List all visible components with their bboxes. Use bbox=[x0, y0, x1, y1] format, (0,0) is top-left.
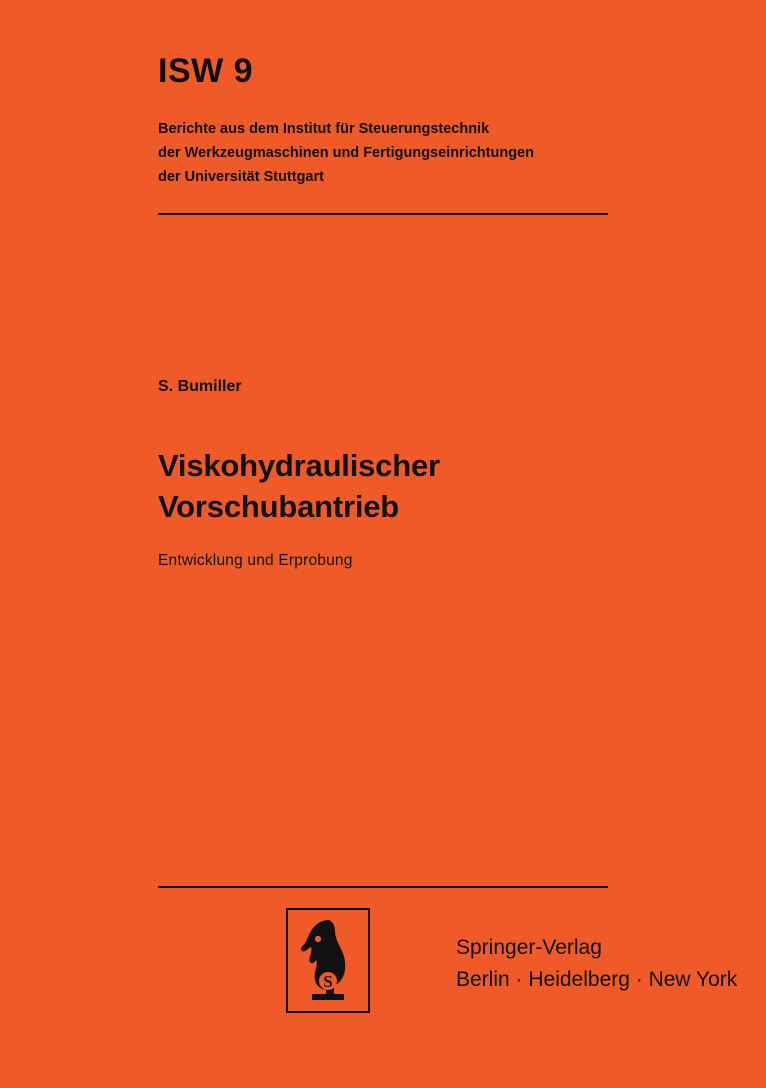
series-description-line-1: Berichte aus dem Institut für Steuerungstechnik bbox=[158, 121, 490, 137]
book-title-line-2: Vorschubantrieb bbox=[158, 489, 400, 524]
series-description-line-3: der Universität Stuttgart bbox=[158, 169, 324, 185]
publisher-cities: Berlin · Heidelberg · New York bbox=[456, 968, 738, 991]
book-subtitle: Entwicklung und Erprobung bbox=[158, 552, 353, 569]
series-description-line-2: der Werkzeugmaschinen und Fertigungseinrichtungen bbox=[158, 145, 534, 161]
svg-text:S: S bbox=[323, 972, 333, 991]
divider-top bbox=[158, 213, 608, 215]
cover-content bbox=[158, 0, 766, 1088]
divider-bottom bbox=[158, 886, 608, 888]
author-name: S. Bumiller bbox=[158, 378, 242, 395]
book-title-line-1: Viskohydraulischer bbox=[158, 448, 440, 483]
springer-knight-chess-logo-icon bbox=[286, 908, 370, 1013]
series-description bbox=[158, 117, 638, 189]
series-number: ISW 9 bbox=[158, 52, 254, 90]
publisher-name: Springer-Verlag bbox=[456, 936, 602, 959]
book-title bbox=[158, 445, 678, 527]
